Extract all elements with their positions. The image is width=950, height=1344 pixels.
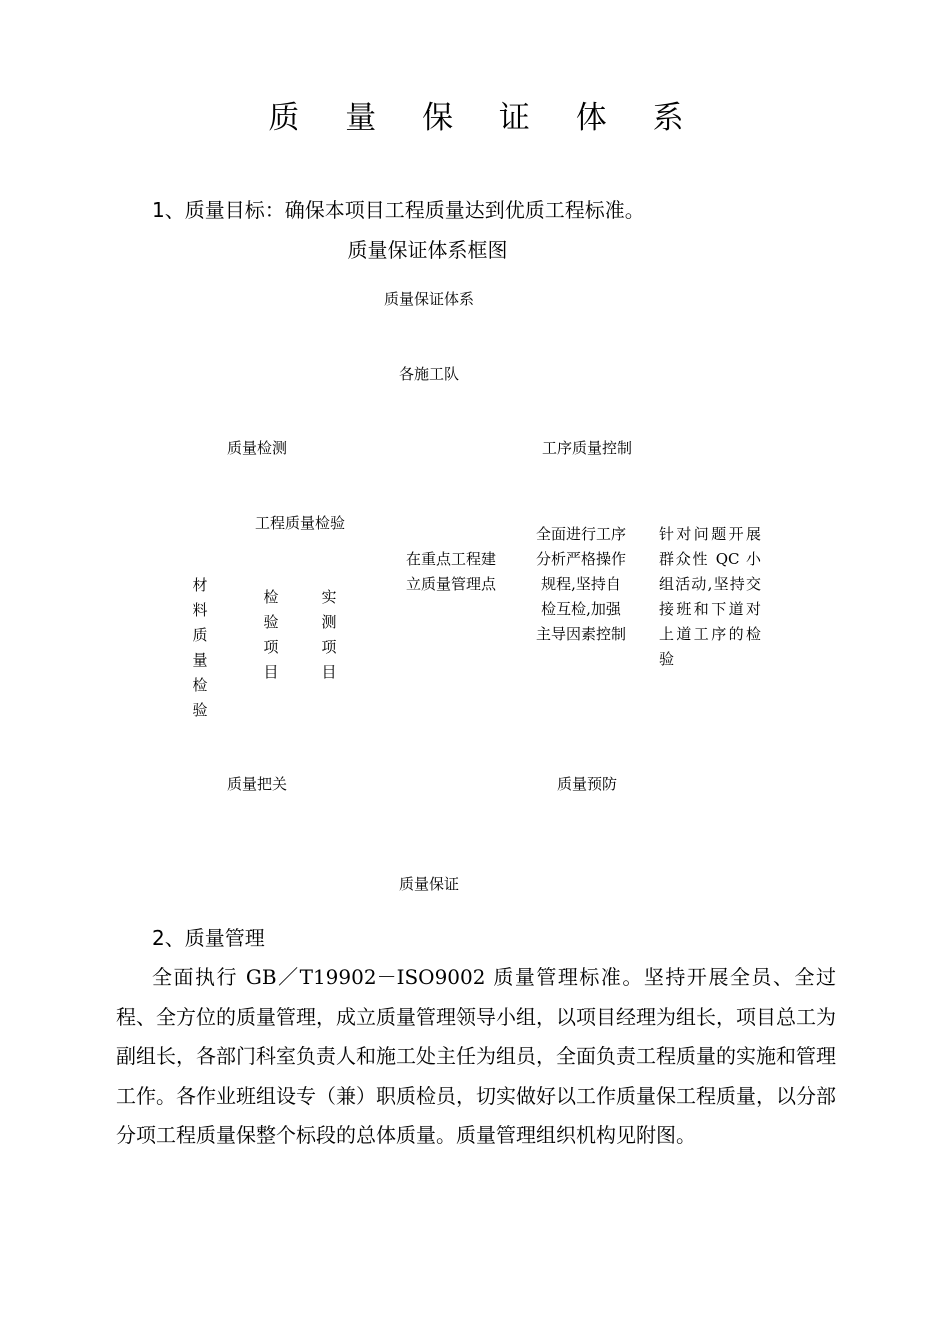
section1-heading: 1、质量目标：确保本项目工程质量达到优质工程标准。 xyxy=(152,198,645,222)
diagram-node-root: 质量保证体系 xyxy=(383,290,474,308)
diagram-node-inspect-items: 检验项目 xyxy=(263,588,279,681)
diagram-node-quality-assurance: 质量保证 xyxy=(398,875,459,893)
diagram-node-measure-items: 实测项目 xyxy=(321,588,337,681)
diagram-node-key-points: 在重点工程建立质量管理点 xyxy=(406,550,497,593)
diagram-node-qc-activities: 针对问题开展群众性 QC 小组活动,坚持交接班和下道对上道工序的检验 xyxy=(659,525,761,668)
diagram-node-quality-testing: 质量检测 xyxy=(226,439,287,457)
diagram-node-quality-prevention: 质量预防 xyxy=(556,775,617,793)
diagram-node-process-analysis: 全面进行工序分析严格操作规程,坚持自检互检,加强主导因素控制 xyxy=(535,525,626,643)
diagram-node-process-control: 工序质量控制 xyxy=(541,439,632,457)
diagram-node-teams: 各施工队 xyxy=(398,365,459,383)
diagram-node-project-inspection: 工程质量检验 xyxy=(254,514,345,532)
diagram-title: 质量保证体系框图 xyxy=(347,238,508,262)
diagram-node-material-inspection: 材料质量检验 xyxy=(192,576,208,719)
section2-heading: 2、质量管理 xyxy=(152,926,265,950)
diagram-node-quality-gate: 质量把关 xyxy=(226,775,287,793)
document-title: 质 量 保 证 体 系 xyxy=(268,100,702,136)
section2-body: 全面执行 GB／T19902－ISO9002 质量管理标准。坚持开展全员、全过程、全方位的质量管理，成立质量管理领导小组，以项目经理为组长，项目总工为副组长，各部门科室负责人和施工处主任为组员，全面负责工程质量的实施和管理工作。各作业班组设专（兼）职质检员，切实做好以工作质量保工程质量，以分部分项工程质量保整个标段的总体质量。质量管理组织机构见附图。 xyxy=(116,965,836,1147)
